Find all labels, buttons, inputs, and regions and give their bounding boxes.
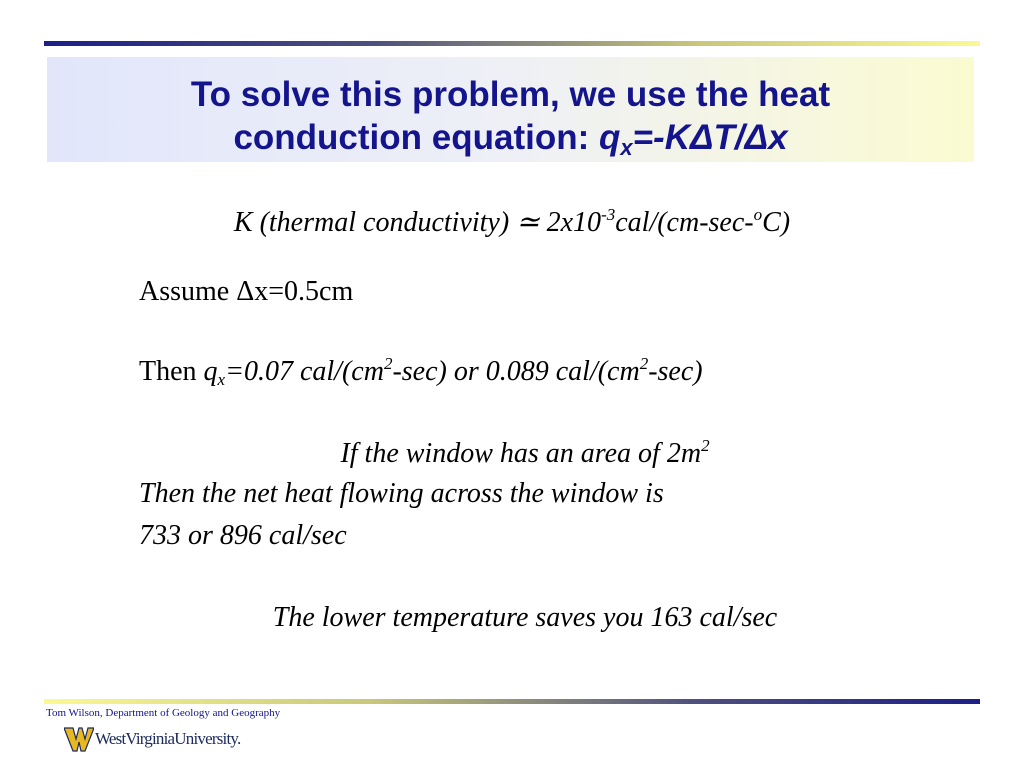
title-line-2 [47,116,974,159]
window-area-text: If the window has an area of 2m [340,438,702,469]
then-q: q [203,356,218,387]
wvu-logo [64,724,240,754]
title-q-subscript: x [620,135,633,160]
then-line [139,356,703,388]
conductivity-unit-a: cal/(cm-sec- [615,207,754,238]
degree-symbol: o [753,205,763,224]
title-formula [598,118,788,160]
title-line-2-text: conduction equation: [233,118,599,157]
top-divider [44,41,980,46]
net-heat-line-2: 733 or 896 cal/sec [139,520,347,551]
footer-credit: Tom Wilson, Department of Geology and Geography [46,707,281,719]
conductivity-text: K (thermal conductivity) ≃ 2x10 [233,207,602,238]
then-word: Then [139,356,204,387]
conductivity-unit-b: C) [762,207,791,238]
then-q-subscript: x [217,370,226,389]
window-area-square: 2 [701,436,710,455]
slide-title [47,73,974,159]
title-q: q [598,118,621,157]
bottom-divider [44,699,980,704]
title-formula-rest: =-KΔT/Δx [632,118,788,157]
then-square-2: 2 [639,354,649,373]
title-line-1: To solve this problem, we use the heat [190,75,831,114]
net-heat-line-1: Then the net heat flowing across the window is [139,478,664,509]
wvu-flying-wv-icon [64,726,94,752]
then-part-1: =0.07 cal/(cm [225,356,384,387]
then-expression [204,356,703,387]
conductivity-line [0,205,1024,239]
then-part-3: -sec) [648,356,703,387]
then-part-2: -sec) or 0.089 cal/(cm [392,356,640,387]
wvu-logo-text: WestVirginiaUniversity. [95,729,241,748]
assume-line: Assume Δx=0.5cm [139,276,354,307]
conductivity-exponent: -3 [601,205,616,224]
savings-line: The lower temperature saves you 163 cal/sec [272,602,778,633]
window-area-line [0,438,1024,470]
then-square-1: 2 [383,354,393,373]
